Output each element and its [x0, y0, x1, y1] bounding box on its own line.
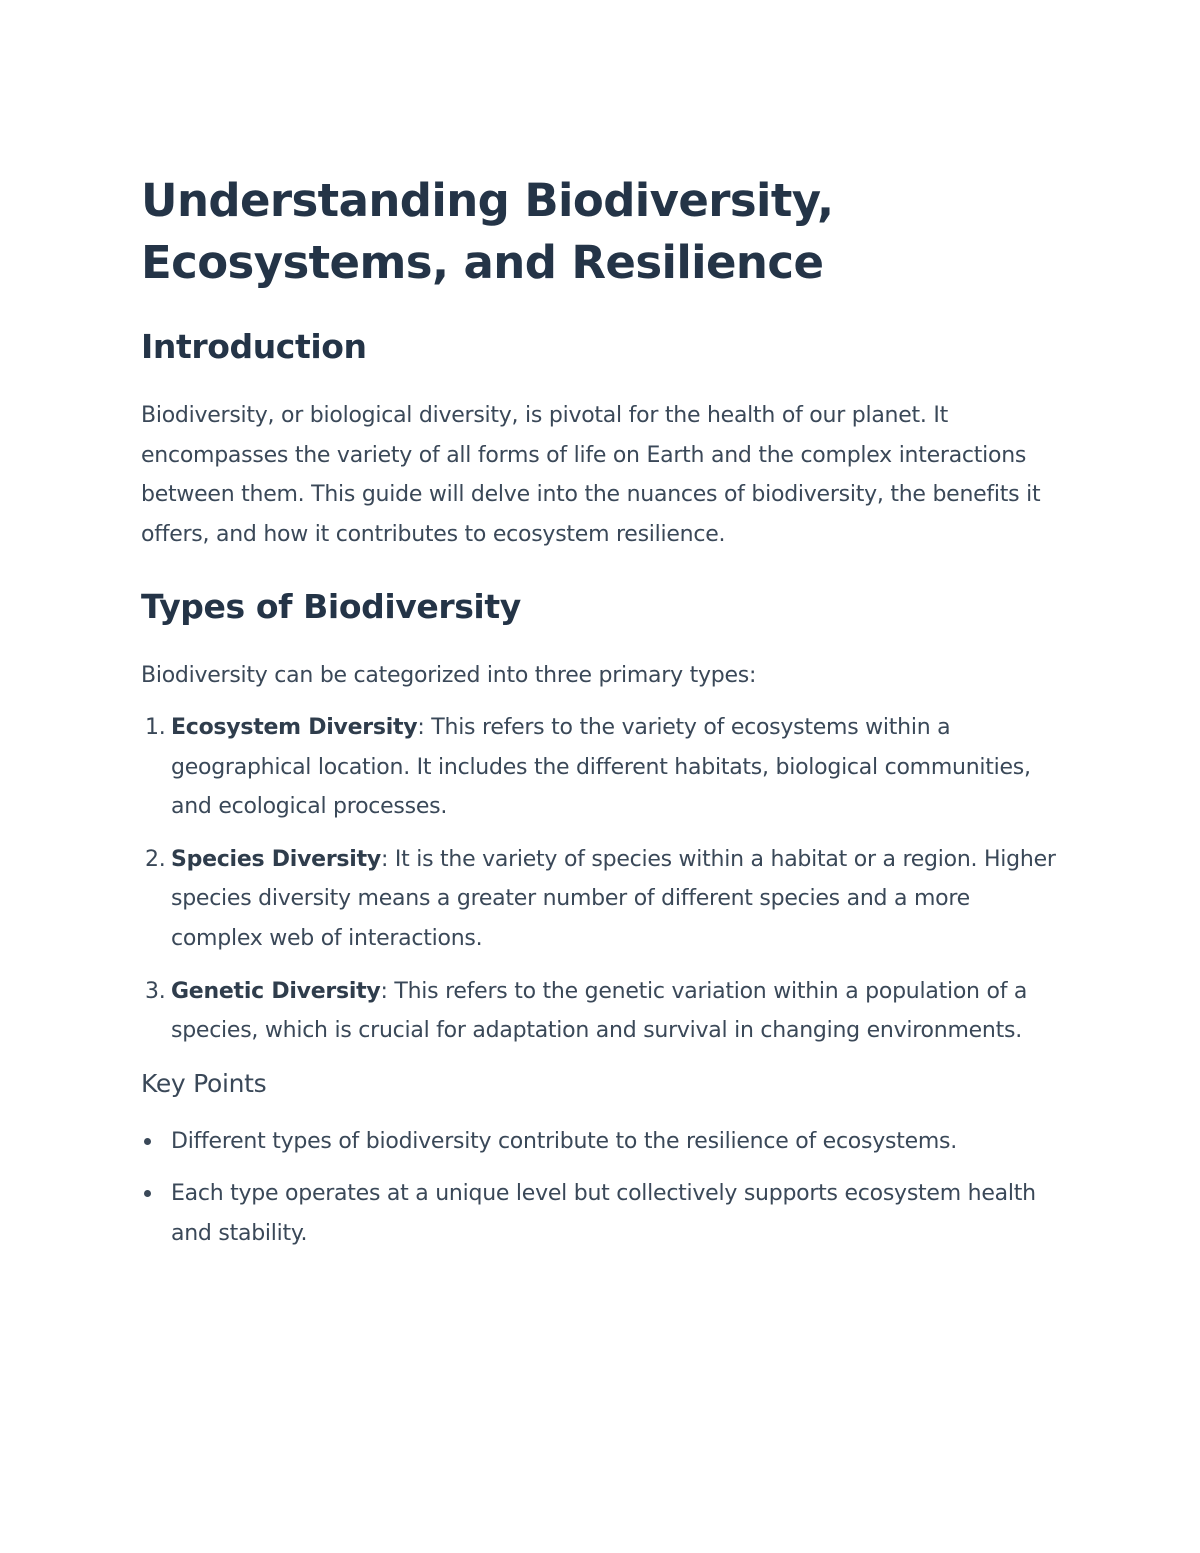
list-item-text: Different types of biodiversity contribute to the resilience of ecosystems.: [171, 1128, 958, 1154]
list-item-text: : This refers to the variety of ecosystems within a geographical location. It includes the different habitats, biological communities, and ecological processes.: [171, 714, 1031, 820]
list-item-number: 2.: [145, 846, 166, 872]
types-heading: Types of Biodiversity: [141, 587, 521, 627]
list-item-term: Ecosystem Diversity: [171, 714, 418, 740]
bullet-icon: [144, 1190, 151, 1197]
document-title: Understanding Biodiversity, Ecosystems, and Resilience: [141, 174, 834, 289]
list-item: [141, 840, 1061, 959]
types-list: [141, 708, 1061, 1051]
introduction-paragraph: Biodiversity, or biological diversity, is pivotal for the health of our planet. It encompasses the variety of all forms of life on Earth and the complex interactions between them. This guide will delve into the nuances of biodiversity, the benefits it offers, and how it contributes to ecosystem resilience.: [141, 403, 1041, 547]
list-item-text: Each type operates at a unique level but collectively supports ecosystem health and stability.: [171, 1181, 1036, 1246]
bullet-icon: [144, 1138, 151, 1145]
document-page: [141, 170, 1061, 1267]
list-item-term: Genetic Diversity: [171, 978, 381, 1004]
introduction-heading: Introduction: [141, 327, 367, 366]
list-item: [141, 708, 1061, 827]
list-item: [141, 972, 1061, 1051]
list-item: [141, 1174, 1061, 1253]
list-item: [141, 1122, 1061, 1162]
list-item-text: : This refers to the genetic variation within a population of a species, which is crucial for adaptation and survival in changing environments.: [171, 978, 1028, 1044]
key-points-list: [141, 1122, 1061, 1254]
key-points-heading: Key Points: [141, 1068, 267, 1098]
list-item-text: : It is the variety of species within a habitat or a region. Higher species diversity means a greater number of different species and a more complex web of interactions.: [171, 846, 1056, 951]
list-item-term: Species Diversity: [171, 846, 381, 872]
list-item-number: 1.: [145, 714, 166, 740]
types-intro-paragraph: Biodiversity can be categorized into three primary types:: [141, 663, 757, 689]
list-item-number: 3.: [145, 978, 166, 1004]
